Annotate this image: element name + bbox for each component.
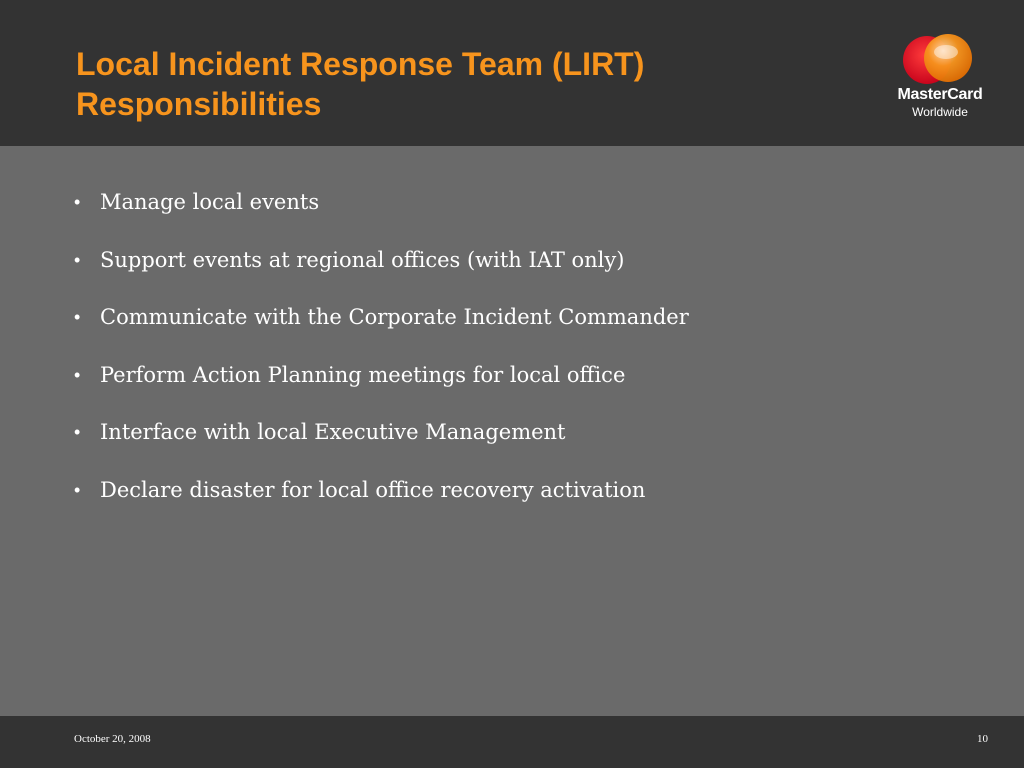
slide-footer (0, 716, 1024, 768)
bullet-icon: • (74, 422, 81, 442)
bullet-item (74, 474, 974, 532)
slide-content (74, 186, 974, 531)
bullet-icon: • (74, 249, 81, 270)
bullet-icon: • (74, 307, 81, 327)
bullet-text: Manage local events (100, 190, 320, 214)
bullet-text: Perform Action Planning meetings for local office (100, 362, 626, 387)
bullet-icon: • (74, 364, 81, 385)
bullet-icon: • (74, 479, 81, 500)
logo-brand-text: MasterCard (897, 86, 983, 103)
bullet-item (74, 359, 974, 417)
mastercard-logo (884, 30, 996, 122)
bullet-text: Interface with local Executive Management (100, 420, 566, 444)
slide-header (0, 0, 1024, 146)
mastercard-circles-icon (884, 30, 996, 86)
footer-date: October 20, 2008 (74, 733, 151, 745)
bullet-text: Communicate with the Corporate Incident Commander (100, 305, 689, 329)
bullet-list (74, 186, 974, 531)
logo-sub-text: Worldwide (912, 105, 968, 119)
slide-title-line-2: Responsibilities (76, 86, 322, 122)
slide-title (76, 44, 644, 124)
bullet-item (74, 301, 974, 359)
bullet-text: Declare disaster for local office recovery activation (100, 477, 646, 502)
bullet-item (74, 416, 974, 474)
bullet-text: Support events at regional offices (with IAT only) (100, 247, 625, 272)
bullet-icon: • (74, 192, 81, 212)
slide-title-line-1: Local Incident Response Team (LIRT) (76, 46, 645, 82)
page-number: 10 (977, 733, 988, 745)
bullet-item (74, 186, 974, 244)
bullet-item (74, 244, 974, 302)
